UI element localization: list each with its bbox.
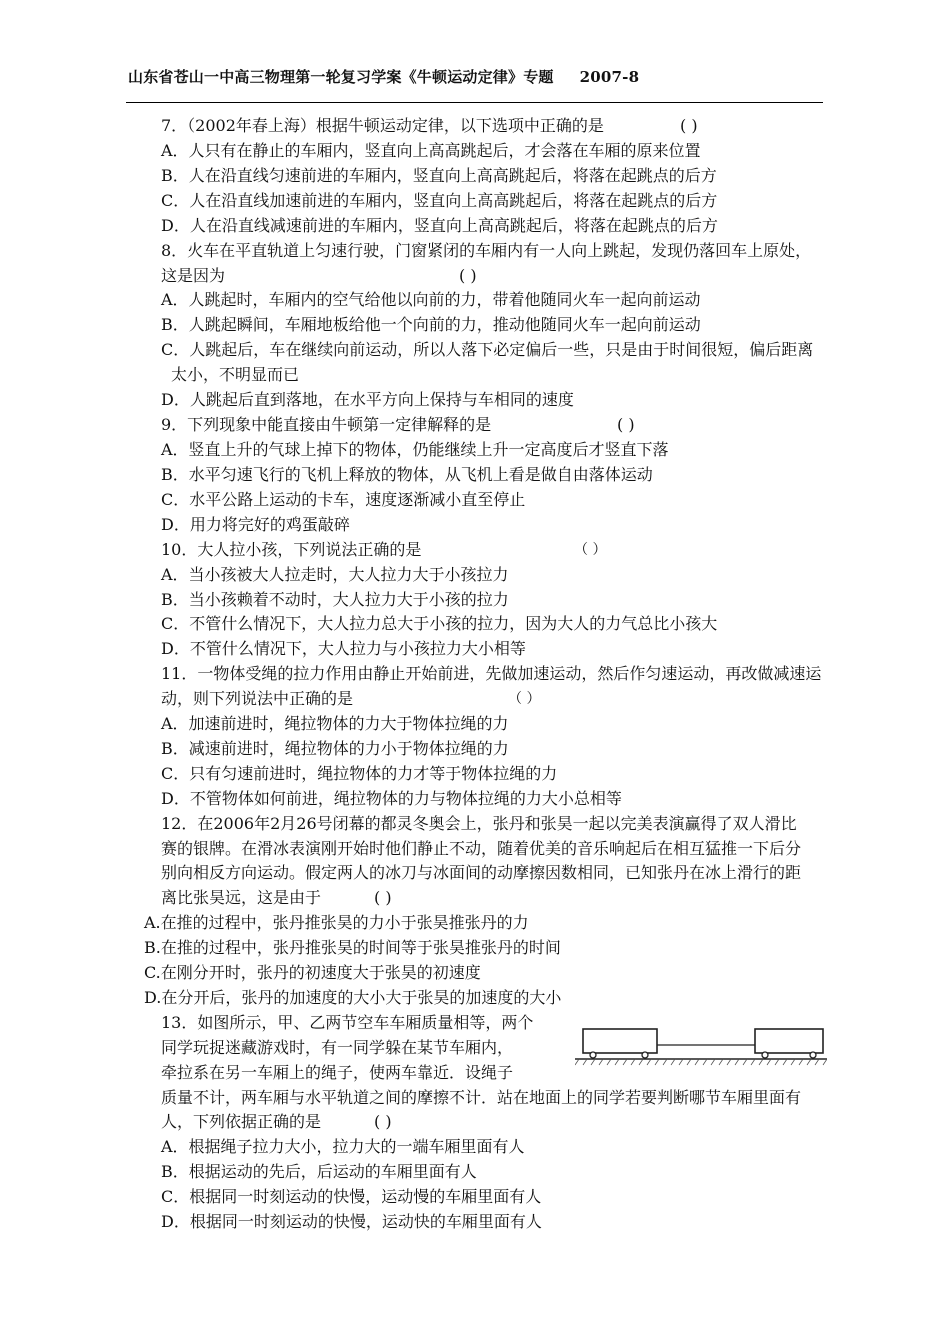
q8-answer-paren: ( ) bbox=[459, 266, 477, 285]
q10-option-d: D．不管什么情况下，大人拉力与小孩拉力大小相等 bbox=[161, 639, 526, 658]
q11-stem-line2: 动，则下列说法中正确的是 bbox=[161, 689, 354, 708]
q13-stem-line1: 13．如图所示，甲、乙两节空车车厢质量相等，两个 bbox=[161, 1013, 534, 1032]
header-title: 山东省苍山一中高三物理第一轮复习学案《牛顿运动定律》专题 bbox=[128, 68, 554, 86]
q10-option-c: C．不管什么情况下，大人拉力总大于小孩的拉力，因为大人的力气总比小孩大 bbox=[161, 614, 718, 633]
q13-answer-paren: ( ) bbox=[374, 1112, 392, 1131]
q7-stem: 7．（2002年春上海）根据牛顿运动定律，以下选项中正确的是 bbox=[161, 116, 604, 135]
q9-option-c: C．水平公路上运动的卡车，速度逐渐减小直至停止 bbox=[161, 490, 526, 509]
q7-answer-paren: ( ) bbox=[680, 116, 698, 135]
q8-option-b: B．人跳起瞬间，车厢地板给他一个向前的力，推动他随同火车一起向前运动 bbox=[161, 315, 701, 334]
q9-option-a: A．竖直上升的气球上掉下的物体，仍能继续上升一定高度后才竖直下落 bbox=[161, 440, 669, 459]
q10-option-b: B．当小孩赖着不动时，大人拉力大于小孩的拉力 bbox=[161, 590, 509, 609]
q12-answer-paren: ( ) bbox=[374, 888, 392, 907]
q7-option-a: A．人只有在静止的车厢内，竖直向上高高跳起后，才会落在车厢的原来位置 bbox=[161, 141, 701, 160]
q13-option-c: C．根据同一时刻运动的快慢，运动慢的车厢里面有人 bbox=[161, 1187, 542, 1206]
q11-stem-line1: 11．一物体受绳的拉力作用由静止开始前进，先做加速运动，然后作匀速运动，再改做减速运 bbox=[161, 664, 822, 683]
header-rule bbox=[126, 102, 823, 103]
q8-option-a: A．人跳起时，车厢内的空气给他以向前的力，带着他随同火车一起向前运动 bbox=[161, 290, 701, 309]
page-header bbox=[128, 66, 822, 87]
q12-stem-line4: 离比张昊远，这是由于 bbox=[161, 888, 322, 907]
q8-option-d: D．人跳起后直到落地，在水平方向上保持与车相同的速度 bbox=[161, 390, 574, 409]
q13-option-a: A．根据绳子拉力大小，拉力大的一端车厢里面有人 bbox=[161, 1137, 525, 1156]
carriage-right bbox=[755, 1029, 823, 1058]
q13-option-b: B．根据运动的先后，后运动的车厢里面有人 bbox=[161, 1162, 477, 1181]
q9-stem: 9．下列现象中能直接由牛顿第一定律解释的是 bbox=[161, 415, 492, 434]
q13-stem-line4: 质量不计，两车厢与水平轨道之间的摩擦不计．站在地面上的同学若要判断哪节车厢里面有 bbox=[161, 1088, 802, 1107]
q13-stem-line2: 同学玩捉迷藏游戏时，有一同学躲在某节车厢内， bbox=[161, 1038, 514, 1057]
q13-option-d: D．根据同一时刻运动的快慢，运动快的车厢里面有人 bbox=[161, 1212, 542, 1231]
ground-track bbox=[575, 1059, 827, 1065]
q11-option-a: A．加速前进时，绳拉物体的力大于物体拉绳的力 bbox=[161, 714, 509, 733]
q8-stem-line1: 8．火车在平直轨道上匀速行驶，门窗紧闭的车厢内有一人向上跳起，发现仍落回车上原处， bbox=[161, 241, 812, 260]
q12-option-d: D.在分开后，张丹的加速度的大小大于张昊的加速度的大小 bbox=[144, 988, 562, 1007]
q10-option-a: A．当小孩被大人拉走时，大人拉力大于小孩拉力 bbox=[161, 565, 509, 584]
q9-option-b: B．水平匀速飞行的飞机上释放的物体，从飞机上看是做自由落体运动 bbox=[161, 465, 653, 484]
q11-answer-paren: （ ） bbox=[508, 691, 541, 707]
two-carriages-figure bbox=[575, 1023, 827, 1073]
q12-stem-line3: 别向相反方向运动。假定两人的冰刀与冰面间的动摩擦因数相同，已知张丹在冰上滑行的距 bbox=[161, 863, 802, 882]
q8-stem-line2: 这是因为 bbox=[161, 266, 226, 285]
q11-option-c: C．只有匀速前进时，绳拉物体的力才等于物体拉绳的力 bbox=[161, 764, 558, 783]
q7-option-d: D．人在沿直线减速前进的车厢内，竖直向上高高跳起后，将落在起跳点的后方 bbox=[161, 216, 718, 235]
q9-option-d: D．用力将完好的鸡蛋敲碎 bbox=[161, 515, 350, 534]
q11-option-b: B．减速前进时，绳拉物体的力小于物体拉绳的力 bbox=[161, 739, 509, 758]
q10-answer-paren: （ ） bbox=[574, 542, 607, 558]
q10-stem: 10．大人拉小孩，下列说法正确的是 bbox=[161, 540, 422, 559]
carriage-left bbox=[583, 1029, 657, 1058]
q12-stem-line2: 赛的银牌。在滑冰表演刚开始时他们静止不动，随着优美的音乐响起后在相互猛推一下后分 bbox=[161, 839, 802, 858]
q7-option-b: B．人在沿直线匀速前进的车厢内，竖直向上高高跳起后，将落在起跳点的后方 bbox=[161, 166, 717, 185]
q12-option-b: B.在推的过程中，张丹推张昊的时间等于张昊推张丹的时间 bbox=[144, 938, 561, 957]
header-date: 2007-8 bbox=[579, 68, 640, 86]
q12-option-c: C.在刚分开时，张丹的初速度大于张昊的初速度 bbox=[144, 963, 481, 982]
q11-option-d: D．不管物体如何前进，绳拉物体的力与物体拉绳的力大小总相等 bbox=[161, 789, 622, 808]
q9-answer-paren: ( ) bbox=[617, 415, 635, 434]
q8-option-c-cont: 太小，不明显而已 bbox=[171, 365, 300, 384]
q8-option-c: C．人跳起后，车在继续向前运动，所以人落下必定偏后一些，只是由于时间很短，偏后距离 bbox=[161, 340, 814, 359]
q12-stem-line1: 12．在2006年2月26号闭幕的都灵冬奥会上，张丹和张昊一起以完美表演赢得了双人滑比 bbox=[161, 814, 797, 833]
q12-option-a: A.在推的过程中，张丹推张昊的力小于张昊推张丹的力 bbox=[144, 913, 529, 932]
q13-stem-line3: 牵拉系在另一车厢上的绳子，使两车靠近．设绳子 bbox=[161, 1063, 514, 1082]
q13-stem-line5: 人，下列依据正确的是 bbox=[161, 1112, 322, 1131]
q7-option-c: C．人在沿直线加速前进的车厢内，竖直向上高高跳起后，将落在起跳点的后方 bbox=[161, 191, 718, 210]
